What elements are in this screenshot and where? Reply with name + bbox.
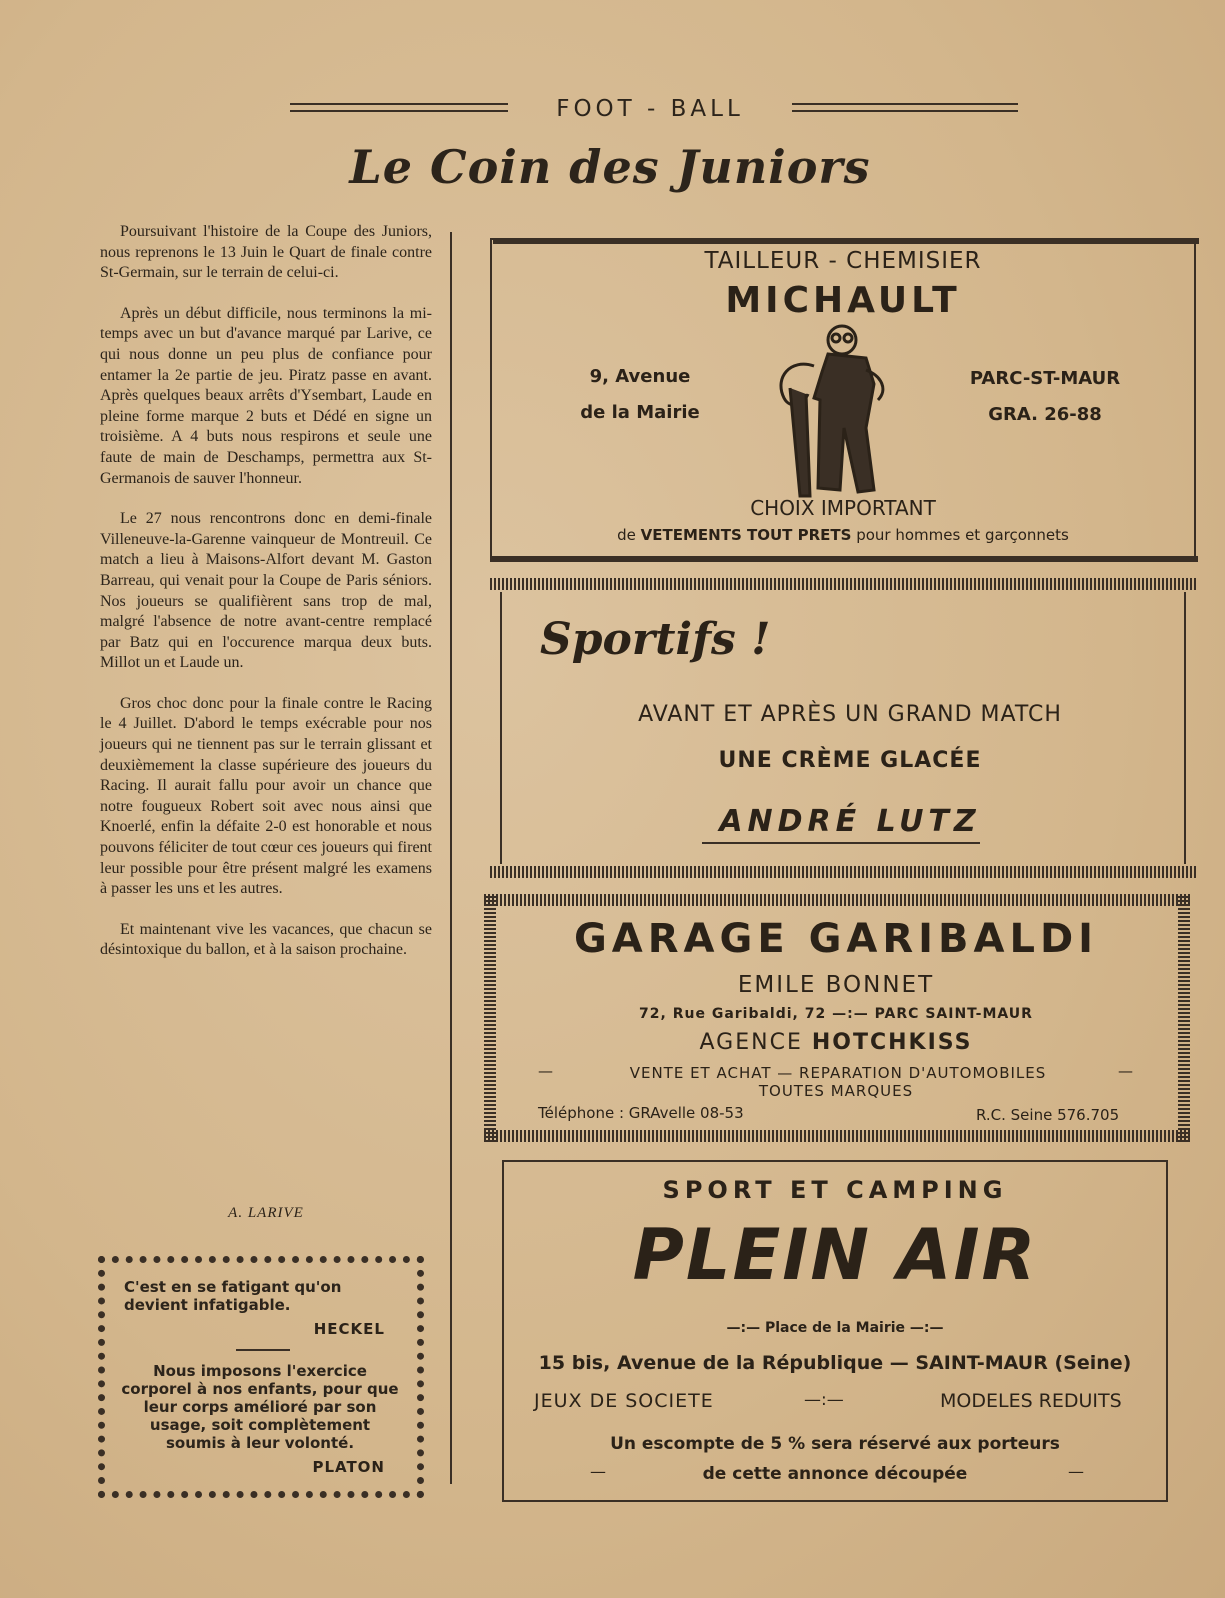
ad-pleinair-dash-right: — [1068, 1462, 1084, 1481]
ad-pleinair-right: MODELES REDUITS [940, 1390, 1122, 1412]
ad-garage-agence-label: AGENCE [699, 1030, 803, 1055]
ad-garage-top-hatch [484, 894, 1190, 906]
ad-icecream-bottom-hatch [490, 866, 1198, 878]
article-paragraph: Gros choc donc pour la finale contre le Racing le 4 Juillet. D'abord le temps exécrable pour nos joueurs qui ne tiennent pas sur le terrain glissant et deuxièmement la classe supérieure des joueurs du Racing. Il aurait fallu pour avoir un chance que notre fougueux Robert soit avec nous ainsi que Knoerlé, enfin la défaite 2-0 est honorable et nous pouvons féliciter de tout cœur ces joueurs qui firent leur possible pour être présent malgré les examens à passer les uns et les autres. [100, 694, 432, 898]
ad-tailor-addr2: de la Mairie [580, 402, 700, 423]
ad-pleinair-place: —:— Place de la Mairie —:— [726, 1320, 944, 1336]
ad-tailor-bottom-rule [490, 556, 1198, 562]
article-paragraph: Le 27 nous rencontrons donc en demi-finale Villeneuve-la-Garenne vainqueur de Montreuil. Ce match a lieu à Maisons-Alfort devant M. Gaston Barreau, qui venait pour la Coupe de Paris séniors. Nos joueurs se qualifièrent sans trop de mal, malgré l'absence de notre avant-centre remplacé par Batz qui en l'occurence marqua deux buts. Millot un et Laude un. [100, 510, 432, 672]
quote-platon-author: PLATON [312, 1458, 385, 1476]
ad-garage-dash-right: — [1118, 1062, 1133, 1080]
ad-tailor-line-de: de [617, 526, 636, 544]
ad-pleinair-discount: Un escompte de 5 % sera réservé aux porteurs [610, 1434, 1060, 1454]
ad-tailor-city: PARC-ST-MAUR [969, 368, 1121, 389]
ad-garage-bottom-hatch [484, 1130, 1190, 1142]
header-rule-left [290, 103, 508, 112]
ad-garage-name: GARAGE GARIBALDI [573, 916, 1099, 962]
quote-platon-text: Nous imposons l'exercice corporel à nos enfants, pour que leur corps amélioré par son usage, soit complètement soumis à leur volonté. [121, 1362, 399, 1452]
quote-heckel-author: HECKEL [313, 1320, 385, 1338]
ad-pleinair-address: 15 bis, Avenue de la République — SAINT-MAUR (Seine) [538, 1352, 1132, 1374]
header-rule-right [792, 103, 1018, 112]
ad-garage-brands: TOUTES MARQUES [758, 1082, 914, 1100]
ad-icecream-brand: ANDRÉ LUTZ [719, 804, 981, 839]
column-divider [450, 232, 452, 1484]
ad-garage-dash-left: — [538, 1062, 553, 1080]
article-paragraph: Après un début difficile, nous terminons la mi-temps avec un but d'avance marqué par Larive, ce qui nous donne un peu plus de confiance pour entamer la 2e partie de jeu. Piratz passe en avant. Après quelques beaux arrêts d'Ysembart, Laude en pleine forme marque 2 buts et Dédé en signe un troisième. A 4 buts nous respirons et seule une faute de main de Deschamps, permettra aux St-Germanois de sauver l'honneur. [100, 304, 432, 487]
article-paragraph: Poursuivant l'histoire de la Coupe des Juniors, nous reprenons le 13 Juin le Quart de finale contre St-Germain, sur le terrain de celui-ci. [100, 223, 432, 282]
article-paragraph: Et maintenant vive les vacances, que chacun se désintoxique du ballon, et à la saison prochaine. [100, 920, 432, 959]
section-title: FOOT - BALL [556, 96, 744, 122]
ad-tailor-addr1: 9, Avenue [589, 366, 691, 387]
ad-garage-agence [500, 1030, 1172, 1055]
ad-tailor-line-rest: pour hommes et garçonnets [856, 526, 1069, 544]
ad-tailor-choice: CHOIX IMPORTANT [750, 496, 936, 520]
ad-pleinair-discount2: de cette annonce découpée [702, 1464, 968, 1484]
ad-garage-rc: R.C. Seine 576.705 [976, 1106, 1120, 1124]
page-title: Le Coin des Juniors [349, 140, 871, 194]
quote-divider [236, 1349, 290, 1351]
tailor-illustration [770, 318, 910, 500]
quote-heckel-text: C'est en se fatigant qu'on devient infatigable. [124, 1278, 342, 1314]
article-body [100, 222, 432, 981]
ad-icecream-line1: AVANT ET APRÈS UN GRAND MATCH [638, 702, 1062, 727]
ad-pleinair-kicker: SPORT ET CAMPING [662, 1176, 1008, 1204]
ad-tailor-name: MICHAULT [725, 280, 961, 321]
ad-garage-phone: Téléphone : GRAvelle 08-53 [538, 1104, 744, 1122]
ad-garage-agence-brand: HOTCHKISS [811, 1030, 973, 1055]
ad-icecream-top-hatch [490, 578, 1198, 590]
ad-garage-right-hatch [1178, 894, 1190, 1142]
ad-tailor-kicker: TAILLEUR - CHEMISIER [704, 248, 982, 274]
ad-garage-services: VENTE ET ACHAT — REPARATION D'AUTOMOBILES [629, 1064, 1047, 1082]
ad-icecream-headline: Sportifs ! [540, 614, 771, 665]
ad-pleinair-dash-left: — [590, 1462, 606, 1481]
article-author: A. LARIVE [228, 1205, 304, 1221]
ad-pleinair-sep: —:— [804, 1390, 844, 1410]
ad-tailor-line-bold: VETEMENTS TOUT PRETS [640, 526, 852, 544]
ad-garage-owner: EMILE BONNET [737, 972, 935, 998]
ad-tailor-line [490, 526, 1196, 544]
ad-pleinair-name: PLEIN AIR [632, 1214, 1038, 1296]
ad-tailor-phone: GRA. 26-88 [988, 404, 1102, 425]
ad-icecream-brand-underline [702, 842, 980, 844]
ad-garage-left-hatch [484, 894, 496, 1142]
ad-garage-address: 72, Rue Garibaldi, 72 —:— PARC SAINT-MAUR [639, 1006, 1033, 1022]
ad-icecream-line2: UNE CRÈME GLACÉE [718, 748, 982, 773]
ad-pleinair-left: JEUX DE SOCIETE [534, 1390, 714, 1412]
